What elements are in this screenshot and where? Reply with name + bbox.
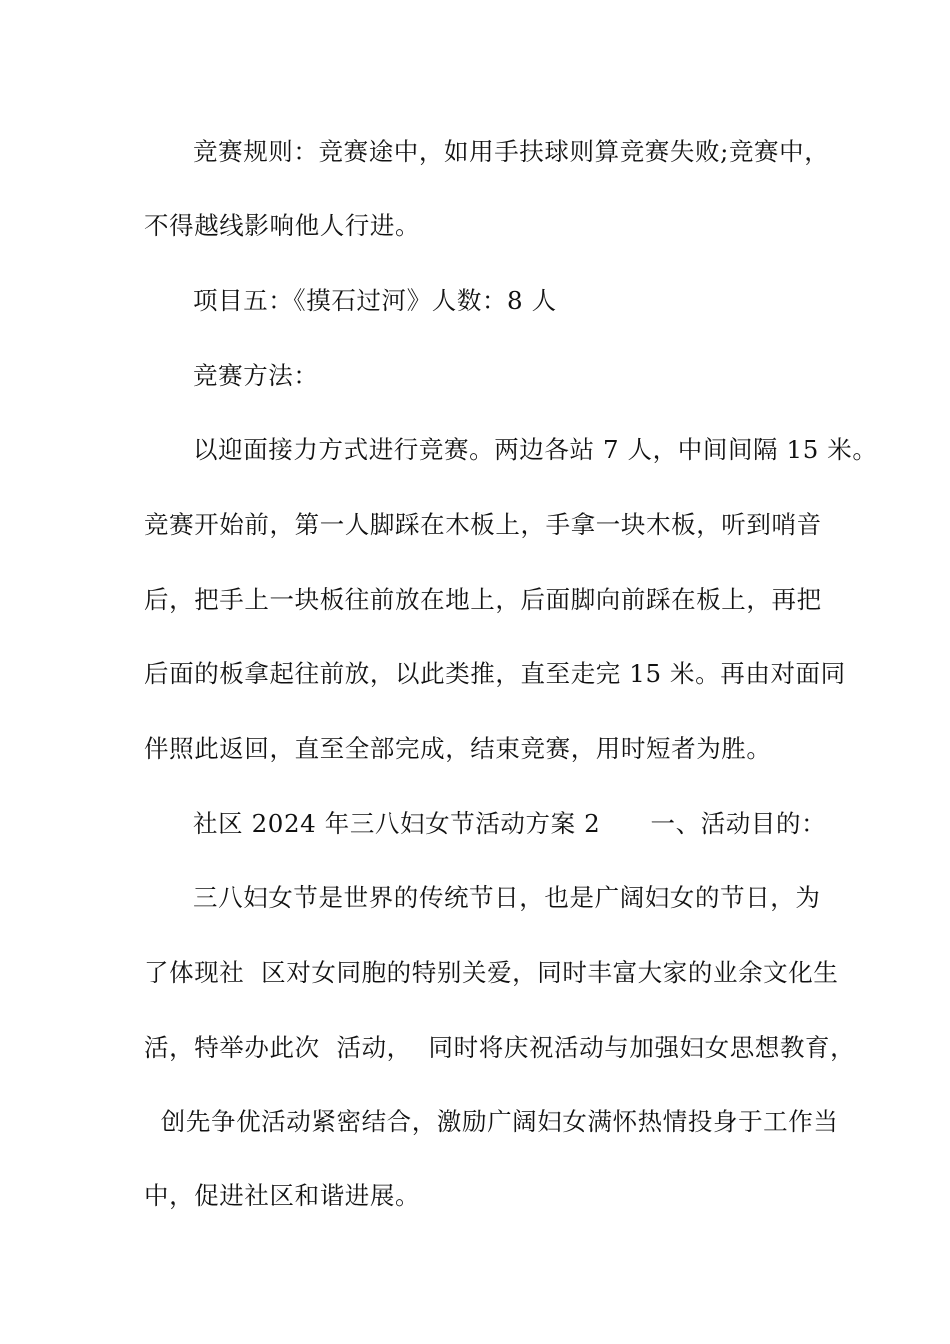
paragraph-line: 中，促进社区和谐进展。 <box>144 1181 421 1210</box>
paragraph-line: 伴照此返回，直至全部完成，结束竞赛，用时短者为胜。 <box>144 734 772 763</box>
paragraph-line: 不得越线影响他人行进。 <box>144 211 421 240</box>
paragraph-line: 创先争优活动紧密结合，激励广阔妇女满怀热情投身于工作当 <box>144 1107 839 1136</box>
paragraph-line: 三八妇女节是世界的传统节日，也是广阔妇女的节日，为 <box>193 883 821 912</box>
section-heading: 社区 2024 年三八妇女节活动方案 2 一、活动目的： <box>193 809 827 838</box>
paragraph-line: 活，特举办此次 活动， 同时将庆祝活动与加强妇女思想教育， <box>144 1033 856 1062</box>
paragraph-line: 竞赛规则：竞赛途中，如用手扶球则算竞赛失败;竞赛中， <box>193 137 830 166</box>
paragraph-line: 了体现社 区对女同胞的特别关爱，同时丰富大家的业余文化生 <box>144 958 839 987</box>
paragraph-line: 后，把手上一块板往前放在地上，后面脚向前踩在板上，再把 <box>144 585 822 614</box>
paragraph-line: 以迎面接力方式进行竞赛。两边各站 7 人，中间间隔 15 米。 <box>193 435 878 464</box>
section-heading: 竞赛方法： <box>193 361 319 390</box>
section-heading: 项目五：《摸石过河》人数：8 人 <box>193 286 557 315</box>
paragraph-line: 竞赛开始前，第一人脚踩在木板上，手拿一块木板，听到哨音 <box>144 510 822 539</box>
paragraph-line: 后面的板拿起往前放，以此类推，直至走完 15 米。再由对面同 <box>144 659 846 688</box>
